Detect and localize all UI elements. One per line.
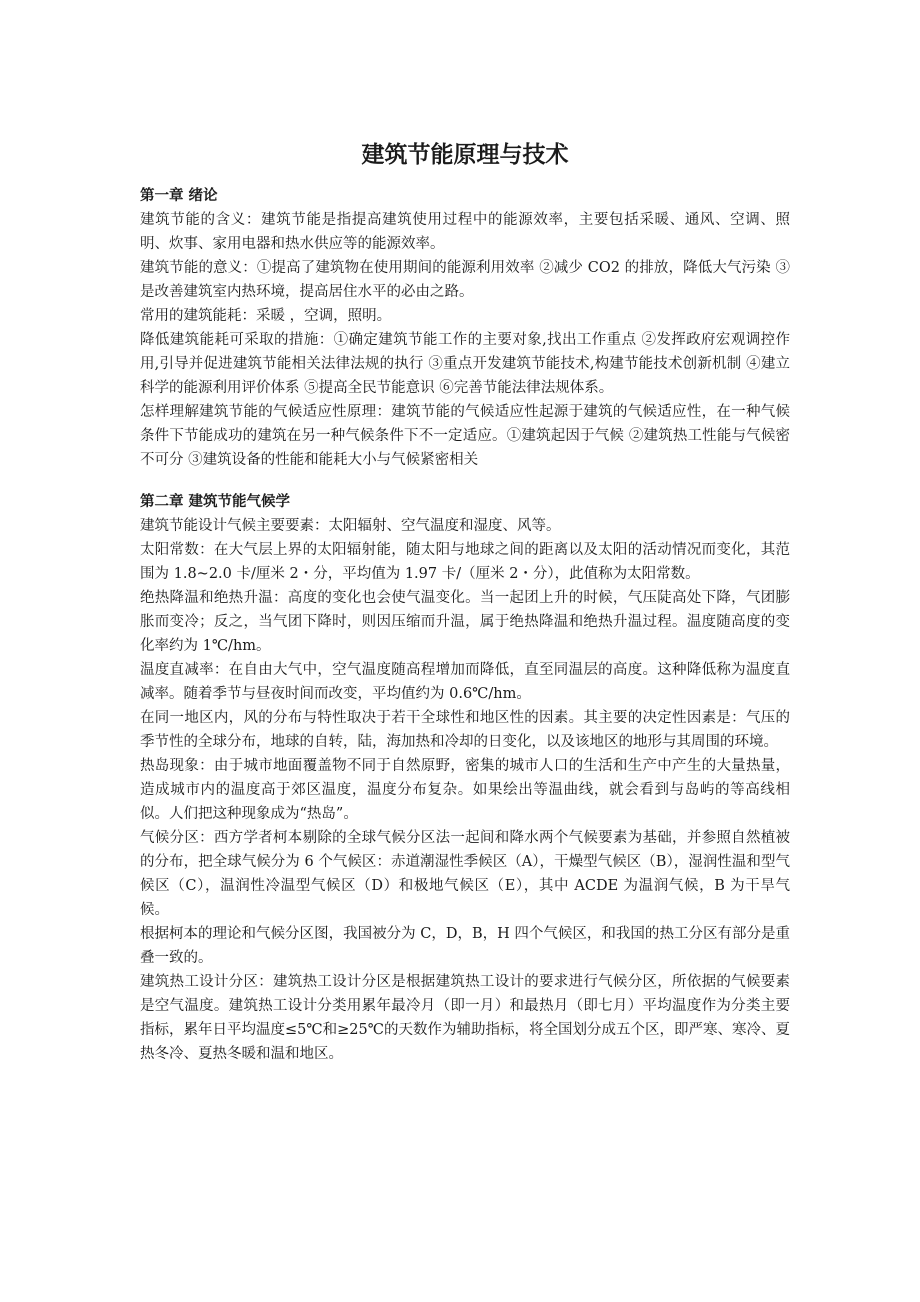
document-title: 建筑节能原理与技术 [361, 142, 569, 168]
paragraph: 根据柯本的理论和气候分区图，我国被分为 C，D，B，H 四个气候区，和我国的热工分区有部分是重叠一致的。 [140, 926, 790, 966]
chapter-1 [140, 184, 790, 472]
paragraph: 建筑节能的意义：①提高了建筑物在使用期间的能源利用效率 ②减少 CO2 的排放，降低大气污染 ③是改善建筑室内热环境，提高居住水平的必由之路。 [140, 260, 790, 300]
paragraph: 建筑热工设计分区：建筑热工设计分区是根据建筑热工设计的要求进行气候分区，所依据的气候要素是空气温度。建筑热工设计分类用累年最冷月（即一月）和最热月（即七月）平均温度作为分类主要指标，累年日平均温度≤5℃和≥25℃的天数作为辅助指标，将全国划分成五个区，即严寒、寒冷、夏热冬冷、夏热冬暖和温和地区。 [140, 974, 790, 1062]
paragraph: 建筑节能设计气候主要要素：太阳辐射、空气温度和湿度、风等。 [140, 518, 561, 534]
document-body [140, 140, 790, 1066]
chapter-heading: 第一章 绪论 [140, 188, 218, 204]
paragraph: 怎样理解建筑节能的气候适应性原理：建筑节能的气候适应性起源于建筑的气候适应性，在一种气候条件下节能成功的建筑在另一种气候条件下不一定适应。①建筑起因于气候 ②建筑热工性能与气候密不可分 ③建筑设备的性能和能耗大小与气候紧密相关 [140, 404, 790, 468]
paragraph: 在同一地区内，风的分布与特性取决于若干全球性和地区性的因素。其主要的决定性因素是：气压的季节性的全球分布，地球的自转，陆，海加热和冷却的日变化，以及该地区的地形与其周围的环境。 [140, 710, 790, 750]
paragraph: 降低建筑能耗可采取的措施：①确定建筑节能工作的主要对象,找出工作重点 ②发挥政府宏观调控作用,引导并促进建筑节能相关法律法规的执行 ③重点开发建筑节能技术,构建节能技术创新机制 ④建立科学的能源利用评价体系 ⑤提高全民节能意识 ⑥完善节能法律法规体系。 [140, 332, 790, 396]
chapter-heading: 第二章 建筑节能气候学 [140, 494, 291, 510]
chapter-2 [140, 490, 790, 1066]
paragraph: 温度直减率：在自由大气中，空气温度随高程增加而降低，直至同温层的高度。这种降低称为温度直减率。随着季节与昼夜时间而改变，平均值约为 0.6℃/hm。 [140, 662, 790, 702]
paragraph: 绝热降温和绝热升温：高度的变化也会使气温变化。当一起团上升的时候，气压陡高处下降，气团膨胀而变冷；反之，当气团下降时，则因压缩而升温，属于绝热降温和绝热升温过程。温度随高度的变化率约为 1℃/hm。 [140, 590, 790, 654]
paragraph: 热岛现象：由于城市地面覆盖物不同于自然原野，密集的城市人口的生活和生产中产生的大量热量，造成城市内的温度高于郊区温度，温度分布复杂。如果绘出等温曲线，就会看到与岛屿的等高线相似。人们把这种现象成为“热岛”。 [140, 758, 790, 822]
paragraph: 太阳常数：在大气层上界的太阳辐射能，随太阳与地球之间的距离以及太阳的活动情况而变化，其范围为 1.8~2.0 卡/厘米 2・分，平均值为 1.97 卡/（厘米 2・分），此值称为太阳常数。 [140, 542, 790, 582]
section-spacer [140, 472, 790, 490]
paragraph: 常用的建筑能耗：采暖 ，空调，照明。 [140, 308, 392, 324]
paragraph: 气候分区：西方学者柯本剔除的全球气候分区法一起间和降水两个气候要素为基础，并参照自然植被的分布，把全球气候分为 6 个气候区：赤道潮湿性季候区（A），干燥型气候区（B），湿润性温和型气候区（C），温润性冷温型气候区（D）和极地气候区（E），其中 ACDE 为温润气候，B 为干旱气候。 [140, 830, 790, 918]
paragraph: 建筑节能的含义：建筑节能是指提高建筑使用过程中的能源效率，主要包括采暖、通风、空调、照明、炊事、家用电器和热水供应等的能源效率。 [140, 212, 790, 252]
